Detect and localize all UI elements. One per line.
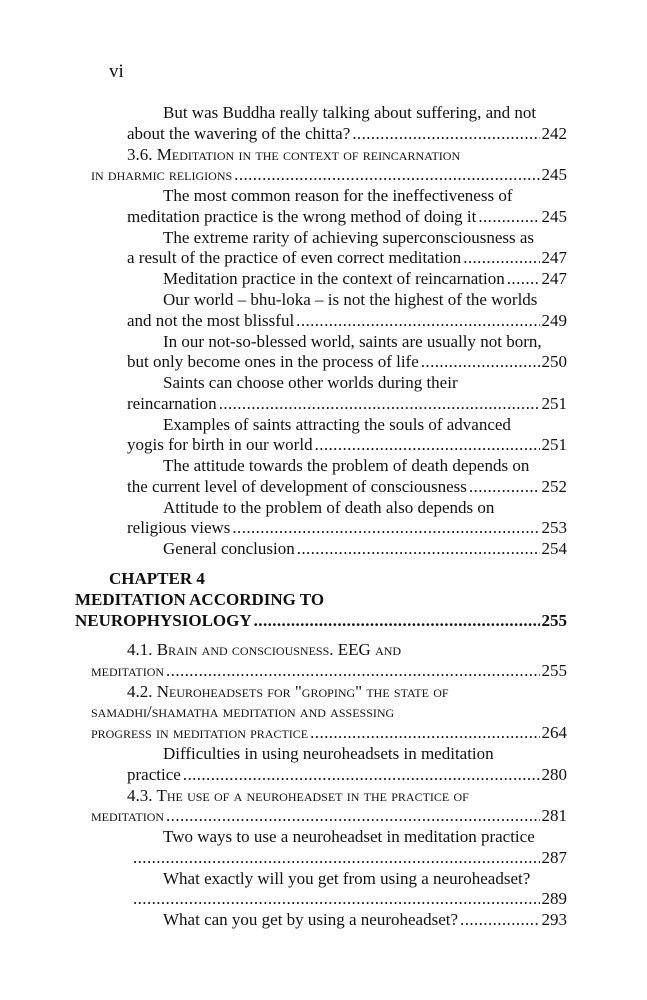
page-ref: 250 (541, 352, 567, 371)
toc-line: Difficulties in using neuroheadsets in meditation (163, 744, 494, 763)
toc-entry: religious views ..... 253 (127, 518, 567, 538)
dot-leader (352, 124, 539, 144)
toc-entry: in dharmic religions ..... 245 (91, 165, 567, 185)
page-ref: 252 (541, 477, 567, 496)
toc-entry: reincarnation ..... 251 (127, 394, 567, 414)
page-ref: 255 (541, 611, 567, 630)
page-ref: 289 (541, 889, 567, 908)
chapter-label: CHAPTER 4 (109, 569, 205, 588)
toc-line: samadhi/shamatha meditation and assessing (91, 702, 395, 721)
dot-leader (296, 311, 539, 331)
page-ref: 253 (541, 518, 567, 537)
page-ref: 245 (541, 165, 567, 184)
page-ref: 264 (541, 723, 567, 742)
toc-entry: progress in meditation practice ..... 264 (91, 723, 567, 743)
dot-leader (297, 539, 540, 559)
page-ref: 247 (541, 248, 567, 267)
toc-line: In our not-so-blessed world, saints are usually not born, (163, 332, 542, 351)
page-ref: 287 (541, 848, 567, 867)
toc-entry: meditation practice is the wrong method of doing it ..... 245 (127, 207, 567, 227)
toc-entry: yogis for birth in our world ..... 251 (127, 435, 567, 455)
toc-line: Attitude to the problem of death also depends on (163, 498, 495, 517)
chapter-entry: NEUROPHYSIOLOGY ..... 255 (75, 611, 567, 631)
toc-line: The attitude towards the problem of death depends on (163, 456, 530, 475)
toc-line: Two ways to use a neuroheadset in meditation practice (163, 827, 535, 846)
toc-line: But was Buddha really talking about suffering, and not (163, 103, 537, 122)
toc-line: The most common reason for the ineffectiveness of (163, 186, 513, 205)
dot-leader (310, 723, 539, 743)
dot-leader (133, 889, 540, 909)
dot-leader (254, 611, 540, 631)
toc-entry: practice ..... 280 (127, 765, 567, 785)
toc-entry: but only become ones in the process of life ..... 250 (127, 352, 567, 372)
toc-entry (131, 889, 567, 909)
toc-line: What exactly will you get from using a neuroheadset? (163, 869, 531, 888)
page-ref: 247 (541, 269, 567, 288)
page-ref: 249 (541, 311, 567, 330)
toc-entry: What can you get by using a neuroheadset? ..... 293 (163, 910, 567, 930)
toc-entry: a result of the practice of even correct meditation ..... 247 (127, 248, 567, 268)
dot-leader (166, 806, 539, 826)
dot-leader (469, 477, 540, 497)
dot-leader (507, 269, 540, 289)
dot-leader (460, 910, 539, 930)
toc-entry: and not the most blissful ..... 249 (127, 311, 567, 331)
toc-line: Our world – bhu-loka – is not the highest of the worlds (163, 290, 538, 309)
dot-leader (463, 248, 539, 268)
page-ref: 245 (541, 207, 567, 226)
toc-entry: General conclusion ..... 254 (163, 539, 567, 559)
toc-entry: about the wavering of the chitta? ..... 242 (127, 124, 567, 144)
section-heading: 4.2. Neuroheadsets for "groping" the state of (127, 682, 449, 701)
dot-leader (234, 165, 539, 185)
dot-leader (183, 765, 540, 785)
toc-line: Saints can choose other worlds during their (163, 373, 458, 392)
page-ref: 254 (541, 539, 567, 558)
section-heading: 4.1. Brain and consciousness. EEG and (127, 640, 402, 659)
toc-line: Examples of saints attracting the souls of advanced (163, 415, 511, 434)
toc-entry: Meditation practice in the context of reincarnation ..... 247 (163, 269, 567, 289)
toc-entry: meditation ..... 255 (91, 661, 567, 681)
page-ref: 251 (541, 394, 567, 413)
page-ref: 255 (541, 661, 567, 680)
dot-leader (478, 207, 539, 227)
dot-leader (421, 352, 540, 372)
toc-entry (131, 848, 567, 868)
dot-leader (133, 848, 540, 868)
toc-entry: the current level of development of consciousness ..... 252 (127, 477, 567, 497)
dot-leader (219, 394, 540, 414)
section-heading: 4.3. The use of a neuroheadset in the practice of (127, 786, 469, 805)
toc-entry: meditation ..... 281 (91, 806, 567, 826)
page-ref: 251 (541, 435, 567, 454)
chapter-title: MEDITATION ACCORDING TO (75, 590, 325, 609)
dot-leader (166, 661, 539, 681)
page-number: vi (109, 61, 124, 82)
toc-line: The extreme rarity of achieving superconsciousness as (163, 228, 535, 247)
page-ref: 281 (541, 806, 567, 825)
dot-leader (232, 518, 539, 538)
page-ref: 242 (541, 124, 567, 143)
page-ref: 293 (541, 910, 567, 929)
dot-leader (315, 435, 540, 455)
section-heading: 3.6. Meditation in the context of reincarnation (127, 145, 461, 164)
page-ref: 280 (541, 765, 567, 784)
